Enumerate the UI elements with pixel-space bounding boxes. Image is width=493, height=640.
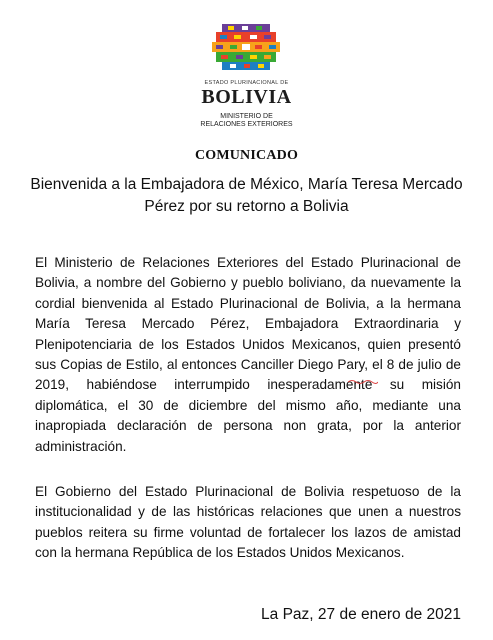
country-name: BOLIVIA: [201, 86, 292, 108]
dateline: La Paz, 27 de enero de 2021: [261, 606, 461, 623]
underline-squiggle-mark: [348, 379, 378, 385]
body-paragraph-2: El Gobierno del Estado Plurinacional de Bolivia respetuoso de la institucionalidad y de las históricas relaciones que unen a nuestros pueblos reitera su firme voluntad de fortalecer los lazos de amistad con la hermana República de los Estados Unidos Mexicanos.: [35, 484, 461, 561]
document-title: COMUNICADO: [194, 148, 299, 163]
ministry-name: [0, 113, 493, 129]
document-subtitle: Bienvenida a la Embajadora de México, María Teresa Mercado Pérez por su retorno a Bolivia: [30, 176, 463, 215]
state-label: ESTADO PLURINACIONAL DE: [204, 80, 289, 86]
body-paragraph-1: El Ministerio de Relaciones Exteriores del Estado Plurinacional de Bolivia, a nombre del Gobierno y pueblo boliviano, da nuevamente la cordial bienvenida al Estado Plurinacional de Bolivia, a la hermana María Teresa Mercado Pérez, Embajadora Extraordinaria y Plenipotenciaria de los Estados Unidos Mexicanos, quien presentó sus Copias de Estilo, al entonces Canciller Diego Pary, el 8 de julio de 2019, habiéndose interrumpido inesperadamente su misión diplomática, el 30 de diciembre del mismo año, mediante una inapropiada declaración de persona non grata, por la anterior administración.: [35, 255, 461, 454]
bolivia-chakana-emblem-icon: [212, 18, 280, 76]
ministry-line-2: RELACIONES EXTERIORES: [200, 121, 293, 128]
ministry-line-1: MINISTERIO DE: [220, 113, 273, 120]
